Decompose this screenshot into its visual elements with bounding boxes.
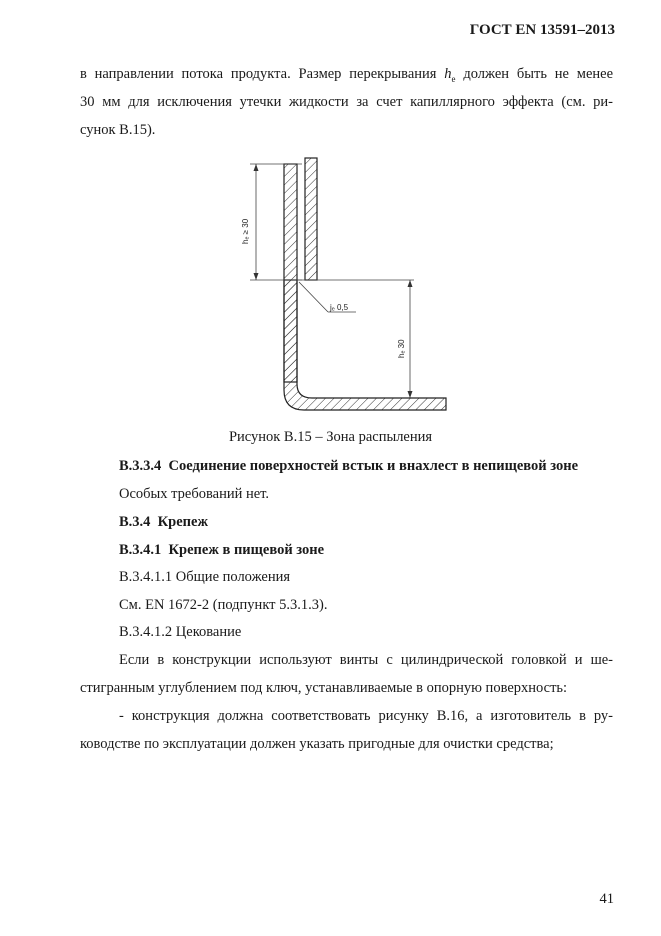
- section-b3-4-heading: B.3.4 Крепеж: [119, 514, 208, 530]
- section-b3-4-1-1-heading: B.3.4.1.1 Общие положения: [119, 569, 291, 585]
- intro-line-3: сунок B.15).: [80, 122, 156, 138]
- section-b3-3-4-text: Особых требований нет.: [119, 486, 270, 502]
- intro-line-1: в направлении потока продукта. Размер перекрывания $h_e$ должен быть не менее: [80, 66, 614, 84]
- paragraph-1-line-1: Если в конструкции используют винты с цилиндрической головкой и ше-: [119, 652, 613, 668]
- right-dimension-label: hₑ 30: [397, 339, 406, 358]
- figure-caption: Рисунок B.15 – Зона распыления: [228, 429, 433, 445]
- symbol-subscript: e: [451, 73, 456, 84]
- symbol-h: h: [444, 66, 452, 82]
- document-header: ГОСТ EN 13591–2013: [469, 22, 615, 38]
- section-b3-4-1-heading: B.3.4.1 Крепеж в пищевой зоне: [119, 542, 325, 558]
- upper-plate: [305, 158, 317, 280]
- paragraph-2-line-1: - конструкция должна соответствовать рисунку B.16, а изготовитель в ру-: [119, 708, 613, 724]
- l-profile: [284, 280, 446, 410]
- section-b3-3-4-heading: B.3.3.4 Соединение поверхностей встык и внахлест в непищевой зоне: [119, 458, 579, 474]
- top-dimension-label: hₑ ≥ 30: [241, 218, 250, 244]
- section-b3-4-1-1-text: См. EN 1672-2 (подпункт 5.3.1.3).: [119, 597, 328, 613]
- section-b3-4-1-2-heading: B.3.4.1.2 Цекование: [119, 624, 242, 640]
- paragraph-1-line-2: стигранным углублением под ключ, устанавливаемые в опорную поверхность:: [80, 680, 568, 696]
- page-number: 41: [599, 891, 614, 907]
- figure-drawing: [232, 152, 462, 422]
- paragraph-2-line-2: ководстве по эксплуатации должен указать пригодные для очистки средства;: [80, 736, 554, 752]
- radius-label: jₑ 0,5: [330, 303, 349, 312]
- radius-leader: [299, 282, 328, 312]
- spray-zone-figure: [232, 152, 462, 422]
- intro-line-2: 30 мм для исключения утечки жидкости за счет капиллярного эффекта (см. ри-: [80, 94, 613, 110]
